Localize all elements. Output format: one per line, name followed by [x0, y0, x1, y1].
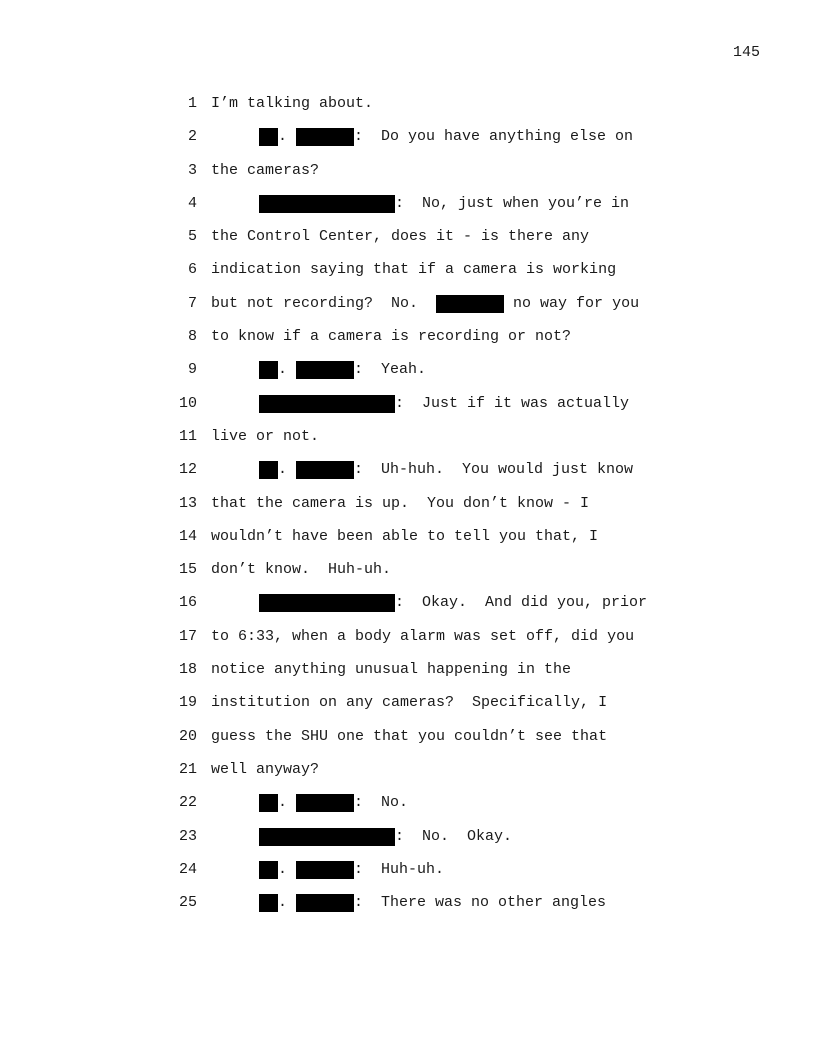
redaction-block: [296, 461, 354, 479]
speaker-line: [259, 794, 408, 812]
redaction-block: [436, 295, 504, 313]
transcript-line: [0, 890, 816, 923]
line-number: 8: [187, 328, 197, 346]
line-number: 23: [178, 827, 197, 845]
redaction-block: [259, 461, 278, 479]
speaker-line: [259, 128, 633, 146]
transcript-line: [0, 91, 816, 124]
speaker-line: [259, 361, 426, 379]
speaker-dot: .: [278, 461, 297, 479]
speaker-line: [259, 894, 606, 912]
redaction-block: [259, 594, 395, 612]
redaction-block: [259, 395, 395, 413]
transcript-line: [0, 624, 816, 657]
line-number: 20: [178, 727, 197, 745]
line-text: wouldn’t have been able to tell you that, I: [211, 527, 599, 545]
transcript-line: [0, 790, 816, 823]
line-text: the Control Center, does it - is there any: [211, 228, 590, 246]
transcript-line: [0, 557, 816, 590]
line-number: 1: [187, 95, 197, 112]
speaker-dot: .: [278, 794, 297, 812]
redaction-block: [296, 361, 354, 379]
line-text: [211, 295, 639, 313]
line-text: : No. Okay.: [395, 827, 513, 845]
line-number: 7: [187, 294, 197, 312]
line-number: 11: [178, 427, 197, 445]
transcript-line: [0, 824, 816, 857]
line-number: 24: [178, 860, 197, 878]
line-text: : Yeah.: [354, 361, 427, 379]
transcript-line: [0, 857, 816, 890]
transcript-line: [0, 391, 816, 424]
transcript-line: [0, 324, 816, 357]
line-text: don’t know. Huh-uh.: [211, 561, 392, 579]
line-text-before: but not recording? No.: [211, 294, 437, 312]
redaction-block: [296, 894, 354, 912]
line-text: : Do you have anything else on: [354, 128, 634, 146]
line-text: well anyway?: [211, 760, 320, 778]
line-text: : Huh-uh.: [354, 860, 445, 878]
line-text: to know if a camera is recording or not?: [211, 328, 572, 346]
redaction-block: [259, 361, 278, 379]
transcript-line: [0, 224, 816, 257]
line-number: 15: [178, 561, 197, 579]
line-text: indication saying that if a camera is working: [211, 261, 617, 279]
line-text-after: no way for you: [504, 294, 640, 312]
line-number: 9: [187, 361, 197, 379]
line-number: 18: [178, 661, 197, 679]
transcript-line: [0, 657, 816, 690]
transcript-line: [0, 457, 816, 490]
speaker-line: [259, 861, 444, 879]
line-text: guess the SHU one that you couldn’t see that: [211, 727, 608, 745]
line-text: that the camera is up. You don’t know - I: [211, 494, 590, 512]
transcript-line: [0, 124, 816, 157]
line-number: 16: [178, 594, 197, 612]
redaction-block: [259, 861, 278, 879]
transcript-line: [0, 424, 816, 457]
speaker-dot: .: [278, 894, 297, 912]
line-text: : Okay. And did you, prior: [395, 594, 648, 612]
line-text: : No.: [354, 794, 409, 812]
line-number: 6: [187, 261, 197, 279]
line-text: institution on any cameras? Specifically, I: [211, 694, 608, 712]
line-number: 25: [178, 894, 197, 912]
line-number: 10: [178, 394, 197, 412]
redaction-block: [259, 794, 278, 812]
line-number: 4: [187, 194, 197, 212]
line-text: the cameras?: [211, 161, 320, 179]
redaction-block: [296, 861, 354, 879]
line-text: notice anything unusual happening in the: [211, 661, 572, 679]
transcript-line: [0, 590, 816, 623]
line-number: 14: [178, 527, 197, 545]
speaker-line: [259, 461, 633, 479]
line-text: : Uh-huh. You would just know: [354, 461, 634, 479]
transcript-line: [0, 757, 816, 790]
speaker-dot: .: [278, 860, 297, 878]
transcript-line: [0, 524, 816, 557]
redaction-block: [296, 128, 354, 146]
line-number: 3: [187, 161, 197, 179]
transcript-line: [0, 690, 816, 723]
redaction-block: [259, 828, 395, 846]
transcript-line: [0, 491, 816, 524]
line-text: : There was no other angles: [354, 894, 607, 912]
line-number: 17: [178, 627, 197, 645]
speaker-line: [259, 594, 647, 612]
speaker-dot: .: [278, 128, 297, 146]
speaker-line: [259, 828, 512, 846]
redaction-block: [259, 894, 278, 912]
line-text: : Just if it was actually: [395, 394, 630, 412]
line-number: 13: [178, 494, 197, 512]
line-number: 5: [187, 228, 197, 246]
transcript-body: [0, 91, 816, 923]
line-number: 21: [178, 760, 197, 778]
speaker-line: [259, 395, 629, 413]
speaker-line: [259, 195, 629, 213]
transcript-line: [0, 257, 816, 290]
transcript-line: [0, 158, 816, 191]
transcript-line: [0, 291, 816, 324]
redaction-block: [296, 794, 354, 812]
line-text: to 6:33, when a body alarm was set off, did you: [211, 627, 635, 645]
line-number: 12: [178, 461, 197, 479]
transcript-line: [0, 357, 816, 390]
line-number: 19: [178, 694, 197, 712]
speaker-dot: .: [278, 361, 297, 379]
line-text: : No, just when you’re in: [395, 194, 630, 212]
redaction-block: [259, 195, 395, 213]
transcript-line: [0, 191, 816, 224]
page-number: 145: [733, 44, 761, 61]
transcript-line: [0, 724, 816, 757]
line-number: 22: [178, 794, 197, 812]
line-text: live or not.: [211, 427, 320, 445]
line-number: 2: [187, 128, 197, 146]
redaction-block: [259, 128, 278, 146]
line-text: I’m talking about.: [211, 95, 374, 112]
